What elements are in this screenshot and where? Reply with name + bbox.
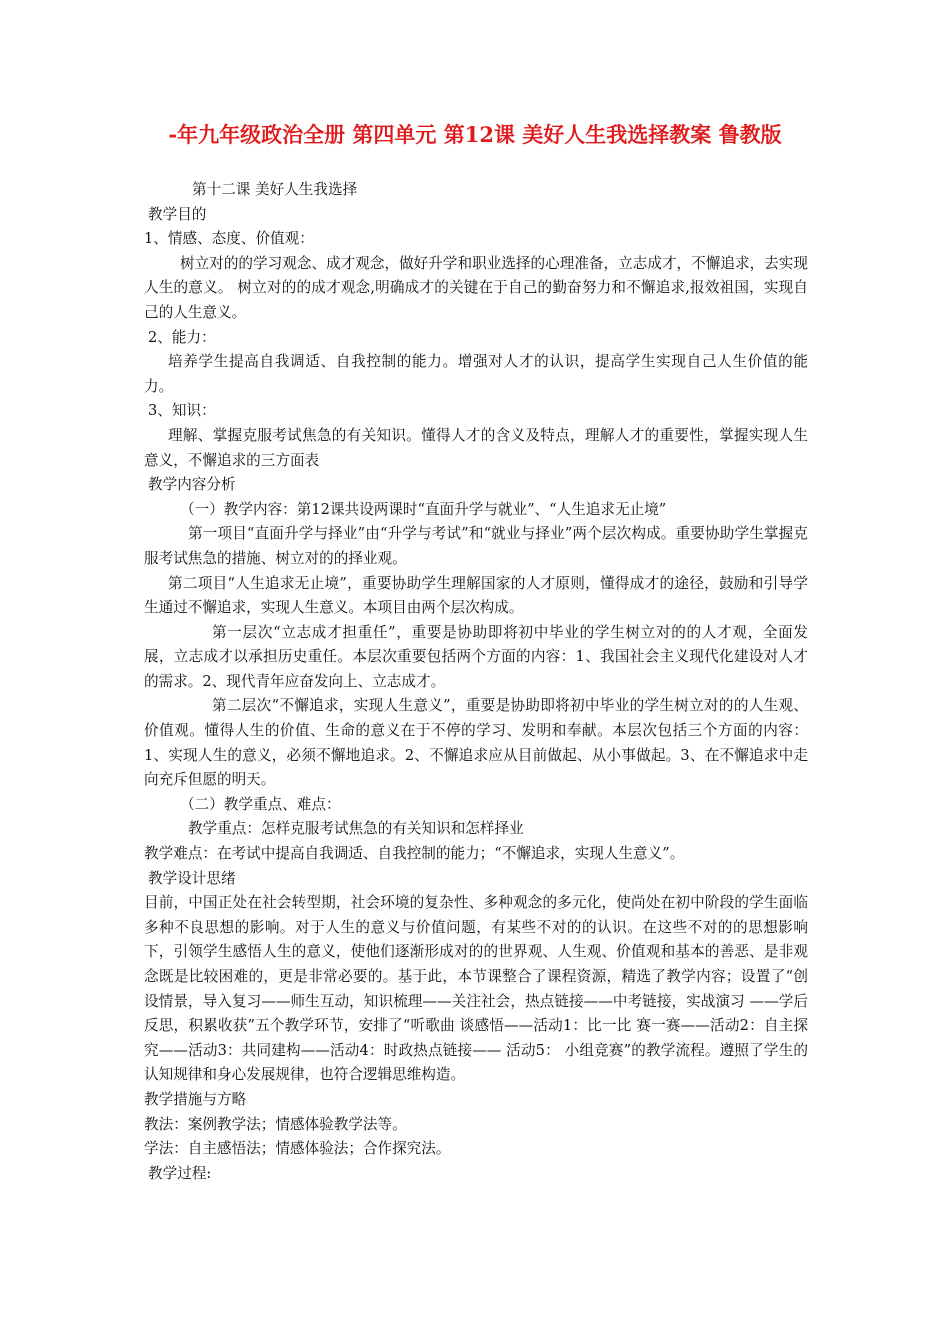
heading-content-analysis: 教学内容分析	[148, 476, 236, 494]
paragraph-level-one: 第一层次“立志成才担重任”，重要是协助即将初中毕业的学生树立对的的人才观，全面发展，立志成才以承担历史重任。本层次重要包括两个方面的内容：1、我国社会主义现代化建设对人才的需求。2、现代青年应奋发向上、立志成才。	[144, 623, 808, 690]
heading-design-thinking: 教学设计思绪	[148, 869, 236, 887]
paragraph-teaching-content: （一）教学内容：第12课共设两课时“直面升学与就业”、“人生追求无止境”	[180, 500, 667, 518]
paragraph-teaching-method: 教法：案例教学法；情感体验教学法等。	[144, 1115, 407, 1133]
paragraph-level-two: 第二层次“不懈追求，实现人生意义”，重要是协助即将初中毕业的学生树立对的的人生观、价值观。懂得人生的价值、生命的意义在于不停的学习、发明和奉献。本层次包括三个方面的内容：1、实现人生的意义，必须不懈地追求。2、不懈追求应从目前做起、从小事做起。3、在不懈追求中走向充斥但愿的明天。	[144, 697, 808, 789]
document-body	[144, 178, 808, 1186]
paragraph-key-point: 教学重点：怎样克服考试焦急的有关知识和怎样择业	[188, 820, 524, 838]
paragraph-ability: 培养学生提高自我调适、自我控制的能力。增强对人才的认识，提高学生实现自己人生价值的能力。	[144, 353, 808, 395]
paragraph-emotion-attitude: 树立对的的学习观念、成才观念，做好升学和职业选择的心理准备，立志成才，不懈追求，去实现人生的意义。 树立对的的成才观念,明确成才的关键在于自己的勤奋努力和不懈追求,报效祖国，实现自己的人生意义。	[144, 254, 808, 321]
paragraph-project-two: 第二项目“人生追求无止境”，重要协助学生理解国家的人才原则，懂得成才的途径，鼓励和引导学生通过不懈追求，实现人生意义。本项目由两个层次构成。	[144, 574, 808, 617]
paragraph-difficult-point: 教学难点：在考试中提高自我调适、自我控制的能力；“不懈追求，实现人生意义”。	[144, 845, 685, 863]
lesson-subtitle: 第十二课 美好人生我选择	[192, 181, 358, 198]
heading-teaching-goals: 教学目的	[148, 205, 207, 223]
heading-emotion-attitude: 1、情感、态度、价值观：	[144, 230, 314, 248]
paragraph-design-thinking: 目前，中国正处在社会转型期，社会环境的复杂性、多种观念的多元化，使尚处在初中阶段的学生面临多种不良思想的影响。对于人生的意义与价值问题，有某些不对的的认识。在这些不对的的思想影响下，引领学生感悟人生的意义，使他们逐渐形成对的的世界观、人生观、价值观和基本的善恶、是非观念既是比较困难的，更是非常必要的。基于此，本节课整合了课程资源，精选了教学内容；设置了“创设情景，导入复习——师生互动，知识梳理——关注社会，热点链接——中考链接，实战演习 ——学后反思，积累收获”五个教学环节，安排了“听歌曲 谈感悟——活动1：比一比 赛一赛——活动2：自主探究——活动3：共同建构——活动4：时政热点链接—— 活动5： 小组竞赛”的教学流程。遵照了学生的认知规律和身心发展规律，也符合逻辑思维构造。	[144, 894, 808, 1084]
heading-methods: 教学措施与方略	[144, 1090, 247, 1108]
heading-key-points: （二）教学重点、难点：	[180, 795, 341, 813]
heading-teaching-process: 教学过程:	[148, 1164, 212, 1182]
paragraph-project-one: 第一项目“直面升学与择业”由“升学与考试”和“就业与择业”两个层次构成。重要协助学生掌握克服考试焦急的措施、树立对的的择业观。	[144, 525, 808, 567]
document-title: -年九年级政治全册 第四单元 第12课 美好人生我选择教案 鲁教版	[168, 122, 782, 147]
paragraph-knowledge: 理解、掌握克服考试焦急的有关知识。懂得人才的含义及特点，理解人才的重要性，掌握实现人生意义，不懈追求的三方面表	[144, 426, 808, 469]
heading-ability: 2、能力：	[148, 328, 216, 346]
heading-knowledge: 3、知识：	[148, 402, 216, 420]
paragraph-learning-method: 学法：自主感悟法；情感体验法；合作探究法。	[144, 1140, 451, 1158]
